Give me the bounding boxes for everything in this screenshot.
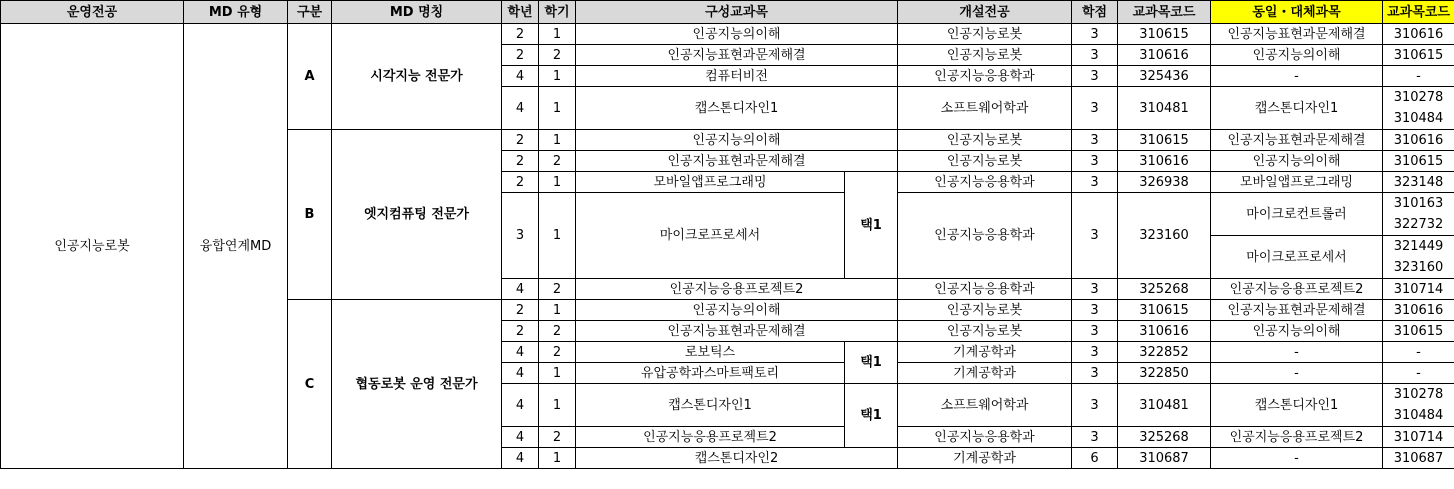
grade-cell: 2 [502, 321, 539, 342]
grade-cell: 4 [502, 384, 539, 427]
credit-cell: 3 [1072, 300, 1118, 321]
semester-cell: 2 [539, 427, 576, 448]
alt-code-cell: 310714 [1383, 427, 1454, 448]
alt-course-cell: - [1211, 66, 1383, 87]
elective-marker: 택1 [845, 342, 898, 384]
header-alt-course: 동일・대체과목 [1211, 1, 1383, 24]
major-cell: 인공지능응용학과 [898, 193, 1072, 279]
alt-code-cell: 322732 [1383, 214, 1454, 236]
alt-code-cell: 310615 [1383, 45, 1454, 66]
alt-code-cell: - [1383, 66, 1454, 87]
header-major: 개설전공 [898, 1, 1072, 24]
semester-cell: 1 [539, 66, 576, 87]
credit-cell: 3 [1072, 130, 1118, 151]
course-cell: 로보틱스 [576, 342, 845, 363]
grade-cell: 2 [502, 130, 539, 151]
major-cell: 인공지능응용학과 [898, 427, 1072, 448]
credit-cell: 3 [1072, 24, 1118, 45]
semester-cell: 1 [539, 448, 576, 469]
alt-course-cell: 인공지능응용프로젝트2 [1211, 427, 1383, 448]
major-cell: 기계공학과 [898, 448, 1072, 469]
group-name: 시각지능 전문가 [332, 24, 502, 130]
header-course: 구성교과목 [576, 1, 898, 24]
credit-cell: 3 [1072, 363, 1118, 384]
code-cell: 310481 [1118, 87, 1211, 130]
credit-cell: 3 [1072, 279, 1118, 300]
course-cell: 인공지능의이해 [576, 24, 898, 45]
course-cell: 인공지능표현과문제해결 [576, 151, 898, 172]
alt-course-cell: 인공지능의이해 [1211, 321, 1383, 342]
header-alt-code: 교과목코드 [1383, 1, 1454, 24]
major-cell: 인공지능로봇 [898, 300, 1072, 321]
grade-cell: 4 [502, 279, 539, 300]
alt-code-cell: 310616 [1383, 300, 1454, 321]
grade-cell: 2 [502, 24, 539, 45]
group-id: A [288, 24, 332, 130]
alt-code-cell: 323160 [1383, 257, 1454, 279]
header-row [1, 1, 1454, 24]
alt-course-cell: 인공지능표현과문제해결 [1211, 130, 1383, 151]
major-cell: 인공지능로봇 [898, 24, 1072, 45]
code-cell: 310481 [1118, 384, 1211, 427]
header-grade: 학년 [502, 1, 539, 24]
grade-cell: 4 [502, 87, 539, 130]
elective-marker: 택1 [845, 172, 898, 279]
semester-cell: 2 [539, 151, 576, 172]
major-cell: 인공지능로봇 [898, 130, 1072, 151]
code-cell: 325268 [1118, 427, 1211, 448]
alt-code-cell: 310616 [1383, 24, 1454, 45]
credit-cell: 3 [1072, 384, 1118, 427]
code-cell: 325268 [1118, 279, 1211, 300]
grade-cell: 4 [502, 427, 539, 448]
code-cell: 326938 [1118, 172, 1211, 193]
course-cell: 인공지능의이해 [576, 130, 898, 151]
major-cell: 인공지능응용학과 [898, 66, 1072, 87]
major-cell: 기계공학과 [898, 342, 1072, 363]
alt-code-cell: 310616 [1383, 130, 1454, 151]
code-cell: 310615 [1118, 130, 1211, 151]
code-cell: 323160 [1118, 193, 1211, 279]
major-cell: 인공지능응용학과 [898, 279, 1072, 300]
credit-cell: 3 [1072, 172, 1118, 193]
semester-cell: 1 [539, 363, 576, 384]
major-cell: 소프트웨어학과 [898, 384, 1072, 427]
semester-cell: 2 [539, 45, 576, 66]
alt-code-cell: 321449 [1383, 236, 1454, 258]
alt-course-cell: 인공지능의이해 [1211, 45, 1383, 66]
grade-cell: 4 [502, 448, 539, 469]
alt-course-cell: 인공지능표현과문제해결 [1211, 24, 1383, 45]
course-cell: 모바일앱프로그래밍 [576, 172, 845, 193]
course-cell: 인공지능응용프로젝트2 [576, 279, 898, 300]
code-cell: 322852 [1118, 342, 1211, 363]
grade-cell: 4 [502, 342, 539, 363]
grade-cell: 2 [502, 151, 539, 172]
major-cell: 인공지능로봇 [898, 321, 1072, 342]
alt-course-cell: 모바일앱프로그래밍 [1211, 172, 1383, 193]
alt-code-cell: 310615 [1383, 321, 1454, 342]
header-md-type: MD 유형 [184, 1, 288, 24]
credit-cell: 3 [1072, 342, 1118, 363]
header-dept: 운영전공 [1, 1, 184, 24]
code-cell: 310687 [1118, 448, 1211, 469]
group-name: 협동로봇 운영 전문가 [332, 300, 502, 469]
alt-course-cell: 인공지능표현과문제해결 [1211, 300, 1383, 321]
alt-code-cell: 310484 [1383, 405, 1454, 427]
alt-course-cell: 캡스톤디자인1 [1211, 384, 1383, 427]
course-cell: 마이크로프로세서 [576, 193, 845, 279]
dept-cell: 인공지능로봇 [1, 24, 184, 469]
credit-cell: 3 [1072, 193, 1118, 279]
header-md-name: MD 명칭 [332, 1, 502, 24]
credit-cell: 6 [1072, 448, 1118, 469]
grade-cell: 4 [502, 363, 539, 384]
course-cell: 인공지능응용프로젝트2 [576, 427, 845, 448]
semester-cell: 1 [539, 130, 576, 151]
alt-course-cell: - [1211, 448, 1383, 469]
semester-cell: 2 [539, 321, 576, 342]
course-cell: 컴퓨터비전 [576, 66, 898, 87]
alt-course-cell: 인공지능의이해 [1211, 151, 1383, 172]
grade-cell: 2 [502, 300, 539, 321]
group-id: C [288, 300, 332, 469]
major-cell: 인공지능응용학과 [898, 172, 1072, 193]
semester-cell: 1 [539, 193, 576, 279]
credit-cell: 3 [1072, 66, 1118, 87]
course-cell: 인공지능표현과문제해결 [576, 321, 898, 342]
semester-cell: 1 [539, 300, 576, 321]
course-cell: 인공지능의이해 [576, 300, 898, 321]
major-cell: 소프트웨어학과 [898, 87, 1072, 130]
code-cell: 310615 [1118, 300, 1211, 321]
alt-course-cell: - [1211, 342, 1383, 363]
major-cell: 인공지능로봇 [898, 45, 1072, 66]
alt-code-cell: 310163 [1383, 193, 1454, 215]
semester-cell: 2 [539, 342, 576, 363]
grade-cell: 3 [502, 193, 539, 279]
alt-code-cell: - [1383, 342, 1454, 363]
alt-code-cell: 310278 [1383, 384, 1454, 406]
header-gubun: 구분 [288, 1, 332, 24]
major-cell: 인공지능로봇 [898, 151, 1072, 172]
course-cell: 유압공학과스마트팩토리 [576, 363, 845, 384]
code-cell: 310616 [1118, 151, 1211, 172]
elective-marker: 택1 [845, 384, 898, 448]
course-cell: 캡스톤디자인1 [576, 384, 845, 427]
course-cell: 인공지능표현과문제해결 [576, 45, 898, 66]
alt-code-cell: 310278 [1383, 87, 1454, 109]
semester-cell: 2 [539, 279, 576, 300]
alt-code-cell: 310714 [1383, 279, 1454, 300]
grade-cell: 4 [502, 66, 539, 87]
header-semester: 학기 [539, 1, 576, 24]
alt-code-cell: 310687 [1383, 448, 1454, 469]
code-cell: 325436 [1118, 66, 1211, 87]
code-cell: 310616 [1118, 45, 1211, 66]
major-cell: 기계공학과 [898, 363, 1072, 384]
alt-course-cell: 캡스톤디자인1 [1211, 87, 1383, 130]
alt-code-cell: 310484 [1383, 108, 1454, 130]
code-cell: 310616 [1118, 321, 1211, 342]
semester-cell: 1 [539, 172, 576, 193]
alt-course-cell: - [1211, 363, 1383, 384]
semester-cell: 1 [539, 24, 576, 45]
group-name: 엣지컴퓨팅 전문가 [332, 130, 502, 300]
semester-cell: 1 [539, 87, 576, 130]
alt-course-cell: 인공지능응용프로젝트2 [1211, 279, 1383, 300]
credit-cell: 3 [1072, 87, 1118, 130]
course-cell: 캡스톤디자인1 [576, 87, 898, 130]
credit-cell: 3 [1072, 151, 1118, 172]
alt-code-cell: 323148 [1383, 172, 1454, 193]
grade-cell: 2 [502, 172, 539, 193]
alt-code-cell: 310615 [1383, 151, 1454, 172]
credit-cell: 3 [1072, 45, 1118, 66]
alt-code-cell: - [1383, 363, 1454, 384]
credit-cell: 3 [1072, 321, 1118, 342]
alt-course-cell: 마이크로프로세서 [1211, 236, 1383, 279]
code-cell: 322850 [1118, 363, 1211, 384]
md-type-cell: 융합연계MD [184, 24, 288, 469]
semester-cell: 1 [539, 384, 576, 427]
credit-cell: 3 [1072, 427, 1118, 448]
header-code: 교과목코드 [1118, 1, 1211, 24]
grade-cell: 2 [502, 45, 539, 66]
course-cell: 캡스톤디자인2 [576, 448, 898, 469]
code-cell: 310615 [1118, 24, 1211, 45]
header-credit: 학점 [1072, 1, 1118, 24]
alt-course-cell: 마이크로컨트롤러 [1211, 193, 1383, 236]
group-id: B [288, 130, 332, 300]
